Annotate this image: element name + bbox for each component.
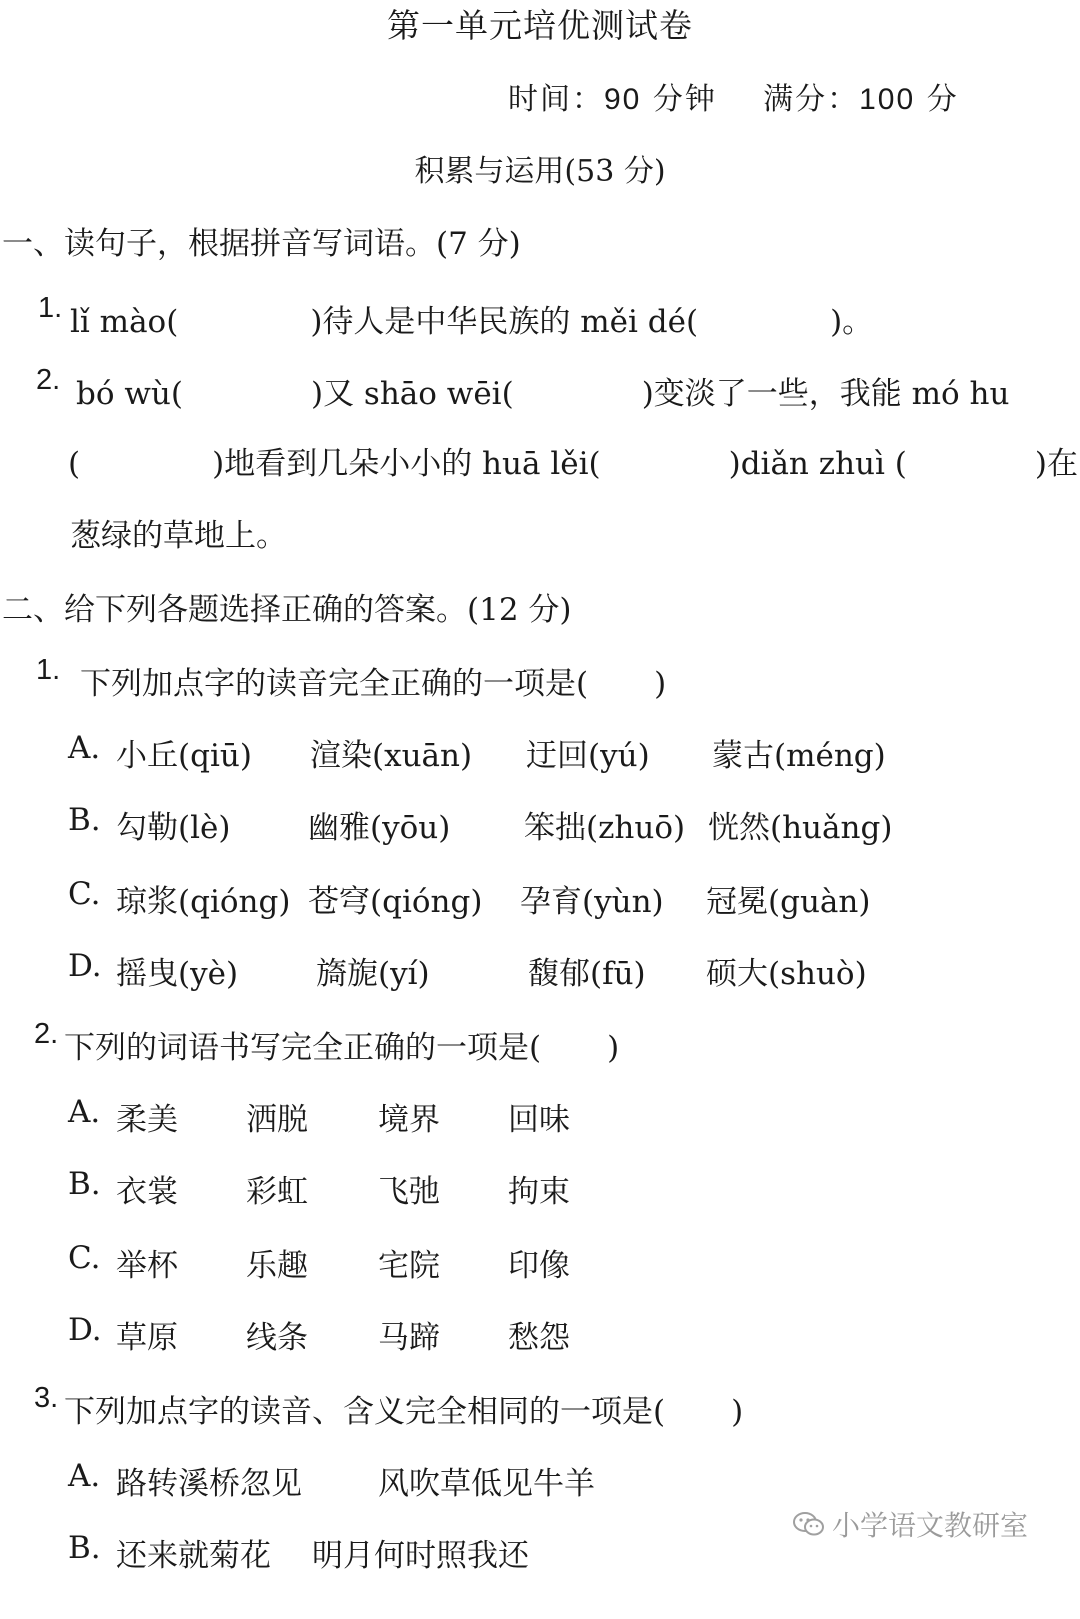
- full-label: 满分：: [763, 82, 860, 117]
- full-value: 100: [859, 83, 916, 116]
- option-item: 愁怨: [508, 1320, 570, 1356]
- stem-text: 下列加点字的读音完全正确的一项是(: [80, 666, 589, 702]
- option-item: 摇曳(yè): [116, 956, 239, 992]
- option-label: D.: [68, 1312, 102, 1348]
- question-number: 1.: [38, 292, 63, 324]
- option-label: C.: [68, 1240, 101, 1276]
- option-item: 举杯: [116, 1248, 178, 1284]
- option-label: A.: [68, 1458, 101, 1494]
- stem-close: ): [654, 666, 667, 702]
- option-item: 拘束: [508, 1174, 570, 1210]
- section-score: (12 分): [467, 592, 572, 628]
- line-text: (: [68, 446, 81, 482]
- option-label: B.: [68, 1530, 101, 1566]
- option-item: 苍穹(qióng): [308, 884, 483, 920]
- section-title: 一、读句子，根据拼音写词语。: [2, 226, 436, 262]
- option-item: 风吹草低见牛羊: [378, 1466, 595, 1502]
- option-item: 草原: [116, 1320, 178, 1356]
- option-item: 渲染(xuān): [310, 738, 473, 774]
- line-text: )待人是中华民族的 měi dé(: [310, 304, 699, 340]
- option-item: 小丘(qiū): [116, 738, 252, 774]
- section-heading-1: [2, 218, 521, 263]
- line-text: bó wù(: [76, 376, 183, 412]
- question-stem: [64, 1022, 619, 1067]
- option-item: 馥郁(fū): [528, 956, 646, 992]
- question-line: 葱绿的草地上。: [70, 518, 287, 554]
- option-item: 衣裳: [116, 1174, 178, 1210]
- exam-meta: [508, 74, 959, 118]
- option-item: 柔美: [116, 1102, 178, 1138]
- option-item: 旖旎(yí): [316, 956, 430, 992]
- line-text: )diǎn zhuì (: [728, 446, 907, 482]
- option-item: 琼浆(qióng): [116, 884, 291, 920]
- time-value: 90: [604, 83, 642, 116]
- line-text: )。: [830, 304, 874, 340]
- option-label: A.: [68, 730, 101, 766]
- option-item: 冠冕(guàn): [706, 884, 871, 920]
- option-item: 勾勒(lè): [116, 810, 231, 846]
- option-item: 洒脱: [246, 1102, 308, 1138]
- option-item: 飞弛: [378, 1174, 440, 1210]
- question-number: 3.: [34, 1382, 59, 1414]
- option-item: 明月何时照我还: [312, 1538, 529, 1574]
- question-stem: [64, 1386, 743, 1431]
- option-label: B.: [68, 1166, 101, 1202]
- question-line: [76, 368, 1009, 413]
- option-label: C.: [68, 876, 101, 912]
- option-item: 马蹄: [378, 1320, 440, 1356]
- full-unit: 分: [926, 82, 959, 117]
- question-number: 2.: [34, 1018, 59, 1050]
- option-item: 印像: [508, 1248, 570, 1284]
- question-number: 1.: [36, 654, 61, 686]
- option-label: A.: [68, 1094, 101, 1130]
- wechat-icon: [792, 1510, 826, 1538]
- line-text: )地看到几朵小小的 huā lěi(: [212, 446, 601, 482]
- stem-text: 下列的词语书写完全正确的一项是(: [64, 1030, 542, 1066]
- stem-close: ): [731, 1394, 744, 1430]
- time-label: 时间：: [508, 82, 604, 117]
- question-stem: [80, 658, 666, 703]
- question-line: [68, 438, 1078, 483]
- option-item: 回味: [508, 1102, 570, 1138]
- line-text: lǐ mào(: [70, 304, 179, 340]
- option-label: B.: [68, 802, 101, 838]
- option-item: 蒙古(méng): [712, 738, 886, 774]
- line-text: )变淡了一些，我能 mó hu: [641, 376, 1010, 412]
- question-number: 2.: [36, 364, 61, 396]
- option-item: 硕大(shuò): [706, 956, 867, 992]
- option-item: 线条: [246, 1320, 308, 1356]
- option-item: 彩虹: [246, 1174, 308, 1210]
- part-heading: 积累与运用(53 分): [414, 154, 666, 189]
- time-unit: 分钟: [652, 82, 717, 117]
- watermark-text: 小学语文教研室: [832, 1509, 1029, 1542]
- option-item: 乐趣: [246, 1248, 308, 1284]
- section-heading-2: [2, 584, 572, 629]
- line-text: )又 shāo wēi(: [310, 376, 514, 412]
- option-item: 迂回(yú): [526, 738, 650, 774]
- option-item: 孕育(yùn): [520, 884, 664, 920]
- option-label: D.: [68, 948, 102, 984]
- option-item: 笨拙(zhuō): [524, 810, 686, 846]
- stem-text: 下列加点字的读音、含义完全相同的一项是(: [64, 1394, 666, 1430]
- watermark: [792, 1504, 1028, 1544]
- section-score: (7 分): [436, 226, 521, 262]
- exam-title: 第一单元培优测试卷: [387, 6, 693, 45]
- stem-close: ): [607, 1030, 620, 1066]
- section-title: 二、给下列各题选择正确的答案。: [2, 592, 467, 628]
- option-item: 路转溪桥忽见: [116, 1466, 302, 1502]
- option-item: 还来就菊花: [116, 1538, 271, 1574]
- question-line: [70, 296, 873, 341]
- option-item: 恍然(huǎng): [708, 810, 893, 846]
- option-item: 宅院: [378, 1248, 440, 1284]
- line-text: )在: [1034, 446, 1078, 482]
- option-item: 境界: [378, 1102, 440, 1138]
- option-item: 幽雅(yōu): [308, 810, 451, 846]
